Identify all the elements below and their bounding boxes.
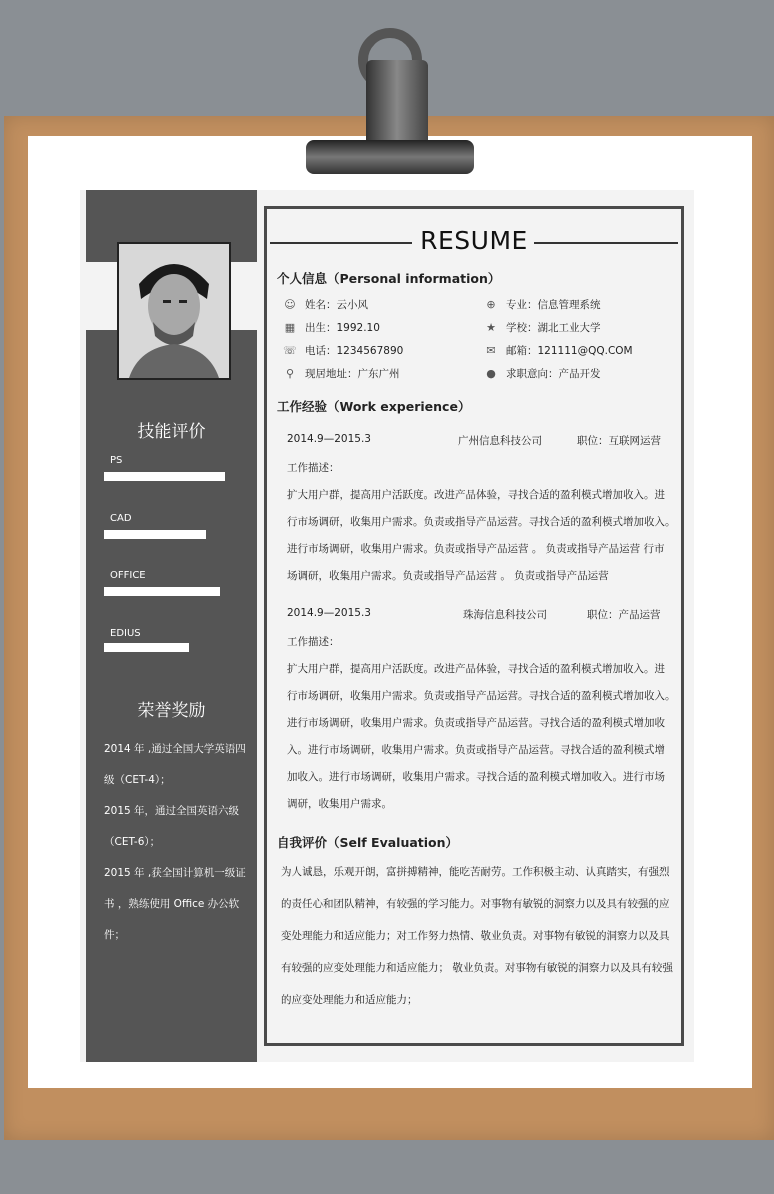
job-desc-line: 加收入。进行市场调研，收集用户需求。寻找合适的盈利模式增加收入。进行市场: [287, 771, 665, 783]
honor-line: 2014 年 ,通过全国大学英语四: [104, 743, 246, 755]
info-item: ☺ 姓名：云小风: [284, 298, 368, 311]
job-desc-line: 场调研，收集用户需求。负责或指导产品运营 。 负责或指导产品运营: [287, 570, 609, 582]
info-item: ● 求职意向：产品开发: [484, 366, 601, 381]
job-period: 2014.9—2015.3: [287, 607, 371, 619]
skill-bar-ps: [104, 472, 225, 481]
info-item: ★ 学校：湖北工业大学: [484, 320, 601, 335]
location-icon: ⚲: [285, 367, 295, 380]
job-company: 珠海信息科技公司: [463, 609, 547, 621]
skill-label-ps: PS: [110, 455, 123, 466]
info-item: ▦ 出生：1992.10: [284, 321, 380, 334]
self-eval-line: 的应变处理能力和适应能力；: [281, 994, 418, 1006]
skill-bar-edius: [104, 643, 189, 652]
profile-photo: [117, 242, 231, 380]
school-icon: ★: [486, 321, 496, 334]
job-desc-line: 行市场调研，收集用户需求。负责或指导产品运营。寻找合适的盈利模式增加收入。: [287, 516, 676, 528]
chat-icon: ●: [486, 367, 496, 380]
title-divider-right: [534, 242, 678, 244]
binder-clip-base: [306, 140, 474, 174]
avatar-icon: [119, 244, 229, 378]
honor-line: 2015 年 ,获全国计算机一级证: [104, 867, 246, 879]
job-position: 职位：产品运营: [587, 609, 661, 621]
info-item: ☏ 电话：1234567890: [283, 344, 404, 357]
self-eval-heading: 自我评价（Self Evaluation）: [277, 835, 459, 850]
job-desc-line: 调研，收集用户需求。: [287, 798, 392, 810]
skills-heading: 技能评价: [137, 422, 206, 442]
self-eval-line: 的责任心和团队精神，有较强的学习能力。对事物有敏锐的洞察力以及具有较强的应: [281, 898, 670, 910]
self-eval-line: 有较强的应变处理能力和适应能力； 敬业负责。对事物有敏锐的洞察力以及具有较强: [281, 962, 673, 974]
person-icon: ☺: [284, 298, 296, 311]
skill-bar-cad: [104, 530, 206, 539]
job-position: 职位：互联网运营: [577, 435, 661, 447]
skill-label-office: OFFICE: [110, 570, 146, 581]
phone-icon: ☏: [283, 344, 297, 357]
job-period: 2014.9—2015.3: [287, 433, 371, 445]
info-item: ⚲ 现居地址：广东广州: [283, 366, 400, 381]
honor-line: 件；: [104, 929, 125, 941]
job-desc-line: 扩大用户群，提高用户活跃度。改进产品体验，寻找合适的盈利模式增加收入。进: [287, 663, 665, 675]
page-title: RESUME: [420, 226, 528, 255]
job-desc-line: 扩大用户群，提高用户活跃度。改进产品体验，寻找合适的盈利模式增加收入。进: [287, 489, 665, 501]
title-divider-left: [270, 242, 412, 244]
binder-clip-icon: [366, 60, 428, 152]
self-eval-line: 为人诚恳，乐观开朗，富拼搏精神，能吃苦耐劳。工作积极主动、认真踏实，有强烈: [281, 866, 670, 878]
info-item: ✉ 邮箱：121111@QQ.COM: [484, 343, 633, 358]
honors-heading: 荣誉奖励: [137, 701, 206, 721]
info-item: ⊕ 专业：信息管理系统: [484, 297, 601, 312]
job-desc-line: 入。进行市场调研，收集用户需求。负责或指导产品运营。寻找合适的盈利模式增: [287, 744, 665, 756]
honor-line: 2015 年，通过全国英语六级: [104, 805, 240, 817]
skill-label-edius: EDIUS: [110, 628, 141, 639]
job-company: 广州信息科技公司: [458, 435, 542, 447]
skill-label-cad: CAD: [110, 513, 132, 524]
work-heading: 工作经验（Work experience）: [277, 399, 471, 414]
job-desc-line: 进行市场调研，收集用户需求。负责或指导产品运营。寻找合适的盈利模式增加收: [287, 717, 665, 729]
honor-line: 级（CET-4）；: [104, 774, 171, 786]
job-desc-label: 工作描述：: [287, 462, 340, 474]
target-icon: ⊕: [486, 298, 496, 311]
self-eval-line: 变处理能力和适应能力；对工作努力热情、敬业负责。对事物有敏锐的洞察力以及具: [281, 930, 670, 942]
honor-line: （CET-6）；: [104, 836, 161, 848]
job-desc-line: 进行市场调研，收集用户需求。负责或指导产品运营 。 负责或指导产品运营 行市: [287, 543, 665, 555]
job-desc-label: 工作描述：: [287, 636, 340, 648]
job-desc-line: 行市场调研，收集用户需求。负责或指导产品运营。寻找合适的盈利模式增加收入。: [287, 690, 676, 702]
personal-heading: 个人信息（Personal information）: [277, 271, 501, 286]
skill-bar-office: [104, 587, 220, 596]
mail-icon: ✉: [486, 344, 496, 357]
honor-line: 书 ，熟练使用 Office 办公软: [104, 898, 240, 910]
calendar-icon: ▦: [284, 321, 296, 334]
